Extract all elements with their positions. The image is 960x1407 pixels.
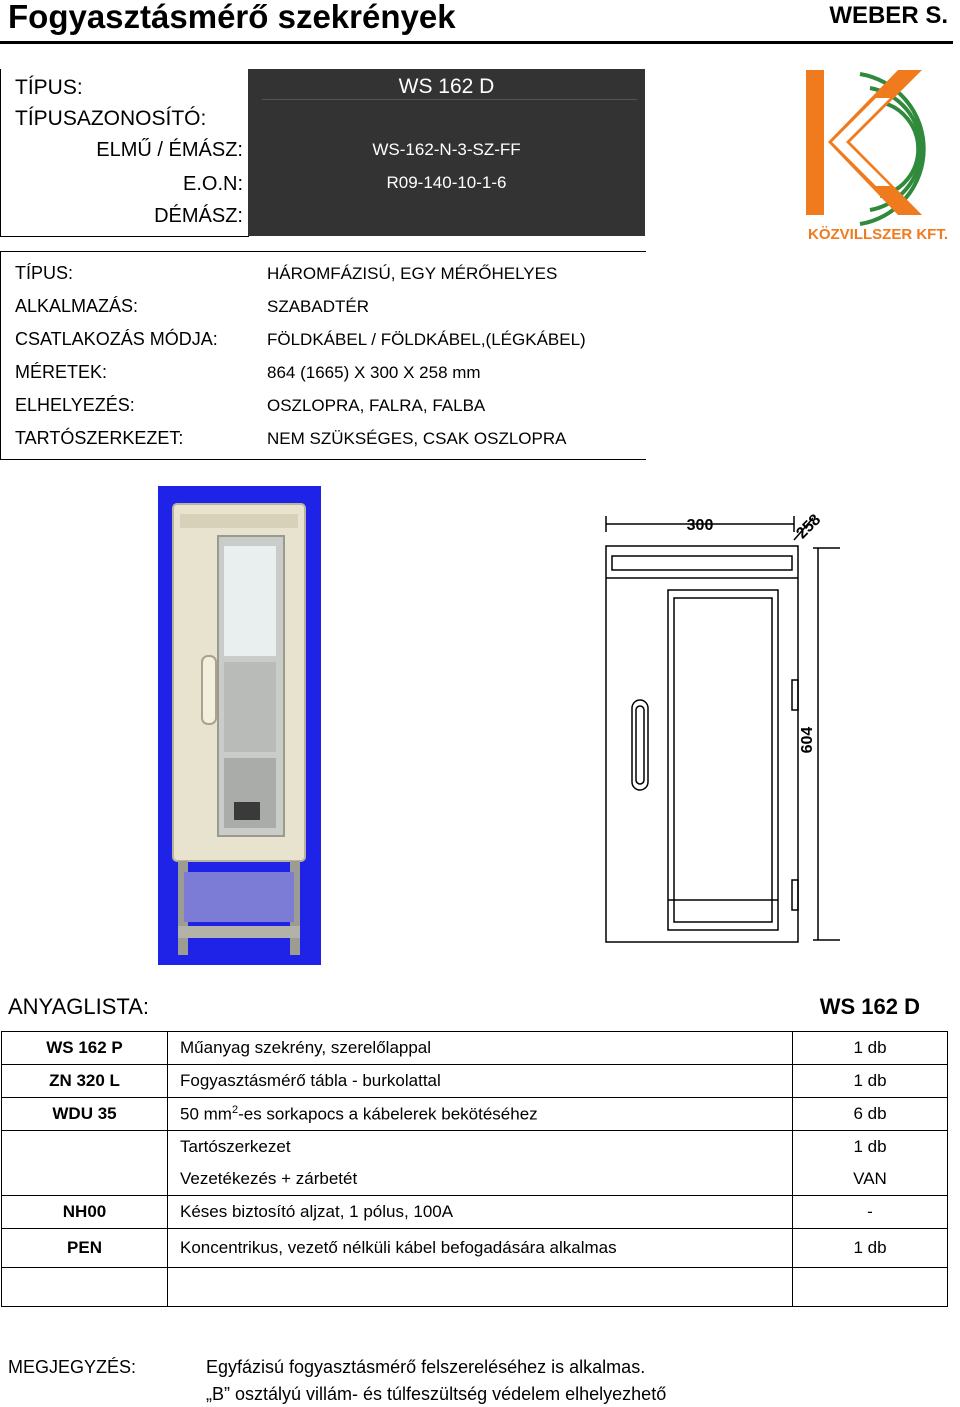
- row-code: NH00: [2, 1196, 168, 1229]
- row-description-pre: 50 mm: [180, 1104, 232, 1124]
- material-list-title: ANYAGLISTA:: [8, 994, 150, 1019]
- cabinet-photo: [158, 486, 321, 965]
- logo-text: KÖZVILLSZER KFT.: [808, 226, 948, 243]
- table-row: [2, 1032, 948, 1065]
- prop-label-support: TARTÓSZERKEZET:: [15, 428, 184, 448]
- type-id-label: TÍPUSAZONOSÍTÓ:: [15, 107, 207, 130]
- row-description: [168, 1268, 793, 1307]
- prop-value-dimensions: 864 (1665) X 300 X 258 mm: [267, 363, 481, 382]
- prop-label-dimensions: MÉRETEK:: [15, 362, 108, 382]
- row-quantity: 1 db: [793, 1032, 948, 1065]
- note-line: Egyfázisú fogyasztásmérő felszereléséhez is alkalmas.: [206, 1357, 646, 1377]
- table-row: [2, 1196, 948, 1229]
- handle-outline: [632, 700, 648, 790]
- prop-label-connection: CSATLAKOZÁS MÓDJA:: [15, 329, 218, 349]
- row-code: WDU 35: [2, 1098, 168, 1131]
- elmu-value: WS-162-N-3-SZ-FF: [372, 140, 521, 159]
- row-description-sup: 2: [231, 1103, 239, 1116]
- prop-value-support: NEM SZÜKSÉGES, CSAK OSZLOPRA: [267, 429, 567, 448]
- door-outline: [668, 590, 778, 930]
- row-description: Műanyag szekrény, szerelőlappal: [168, 1032, 793, 1065]
- prop-label-application: ALKALMAZÁS:: [15, 296, 139, 316]
- row-code: ZN 320 L: [2, 1065, 168, 1098]
- properties-box: [0, 251, 646, 460]
- table-row: [2, 1131, 948, 1164]
- row-code: [2, 1163, 168, 1196]
- technical-drawing: [598, 500, 843, 950]
- cabinet-photo-drawing: [158, 486, 321, 965]
- table-row: [2, 1163, 948, 1196]
- row-description: Késes biztosító aljzat, 1 pólus, 100A: [168, 1196, 793, 1229]
- page-title: Fogyasztásmérő szekrények: [8, 0, 456, 35]
- row-description: Fogyasztásmérő tábla - burkolattal: [168, 1065, 793, 1098]
- width-label: 300: [686, 517, 714, 534]
- depth-label: 258: [793, 511, 825, 543]
- author-name: WEBER S.: [829, 2, 948, 29]
- demasz-label: DÉMÁSZ:: [154, 205, 243, 227]
- title-divider: [0, 41, 953, 44]
- elmu-label: ELMŰ / ÉMÁSZ:: [96, 139, 243, 161]
- row-description-post: -es sorkapocs a kábelerek bekötéséhez: [238, 1104, 538, 1124]
- material-list-model: WS 162 D: [819, 994, 920, 1019]
- row-quantity: -: [793, 1196, 948, 1229]
- note-line: „B” osztályú villám- és túlfeszültség védelem elhelyezhető: [206, 1384, 667, 1404]
- eon-value: R09-140-10-1-6: [386, 173, 507, 192]
- table-row: [2, 1268, 948, 1307]
- row-description: [168, 1098, 793, 1131]
- height-label: 604: [799, 726, 816, 754]
- prop-value-connection: FÖLDKÁBEL / FÖLDKÁBEL,(LÉGKÁBEL): [267, 330, 586, 349]
- row-code: [2, 1131, 168, 1164]
- company-logo: [800, 64, 958, 244]
- row-code: WS 162 P: [2, 1032, 168, 1065]
- table-row: [2, 1098, 948, 1131]
- eon-label: E.O.N:: [182, 173, 243, 195]
- prop-label-type: TÍPUS:: [15, 263, 74, 283]
- notes-label: MEGJEGYZÉS:: [8, 1357, 137, 1377]
- row-quantity: VAN: [793, 1163, 948, 1196]
- identity-value-panel: [248, 69, 645, 236]
- row-quantity: 6 db: [793, 1098, 948, 1131]
- table-row: [2, 1229, 948, 1268]
- identity-label-box: [0, 69, 249, 237]
- row-description: Vezetékezés + zárbetét: [168, 1163, 793, 1196]
- model-name: WS 162 D: [398, 75, 495, 98]
- row-quantity: 1 db: [793, 1229, 948, 1268]
- row-code: [2, 1268, 168, 1307]
- window-outline: [674, 598, 772, 922]
- prop-label-placement: ELHELYEZÉS:: [15, 395, 135, 415]
- prop-value-placement: OSZLOPRA, FALRA, FALBA: [267, 396, 486, 415]
- row-quantity: [793, 1268, 948, 1307]
- row-quantity: 1 db: [793, 1065, 948, 1098]
- cabinet-outline: [606, 546, 798, 942]
- row-code: PEN: [2, 1229, 168, 1268]
- prop-value-type: HÁROMFÁZISÚ, EGY MÉRŐHELYES: [267, 264, 558, 283]
- row-description: Koncentrikus, vezető nélküli kábel befogadására alkalmas: [168, 1229, 793, 1268]
- panel-divider: [262, 99, 637, 100]
- prop-value-application: SZABADTÉR: [267, 297, 370, 316]
- material-table: [1, 1031, 948, 1307]
- type-label: TÍPUS:: [15, 76, 83, 99]
- row-quantity: 1 db: [793, 1131, 948, 1164]
- logo-bar: [806, 70, 824, 215]
- row-description: Tartószerkezet: [168, 1131, 793, 1164]
- table-row: [2, 1065, 948, 1098]
